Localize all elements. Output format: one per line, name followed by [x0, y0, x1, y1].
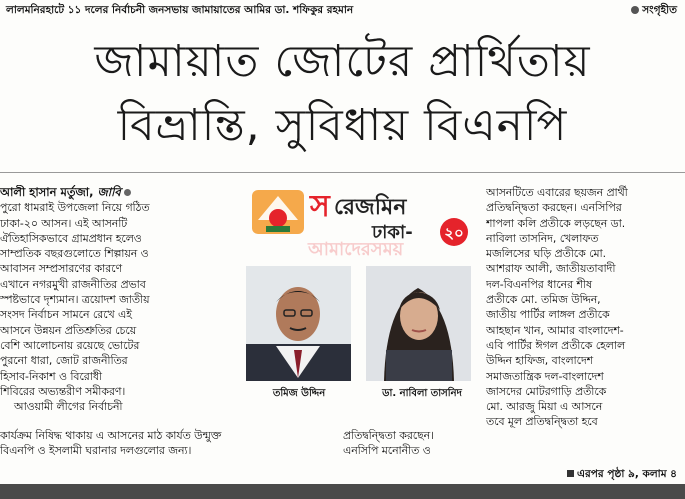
logo-brand-part1: স: [310, 189, 330, 224]
middle-bottom-text: [343, 428, 483, 459]
text-line: নাবিলা তাসনিদ, খেলাফত: [486, 231, 599, 245]
text-line: হিসাব-নিকাশ ও বিরোধী: [0, 369, 102, 383]
continuation-note: [567, 467, 677, 484]
text-line: প্রতিদ্বন্দ্বিতা করছেন।: [343, 429, 434, 442]
photo-tamij-uddin: [246, 266, 351, 381]
logo-brand-part2: রেজমিন: [334, 195, 407, 220]
text-line: আহছান খান, আমার বাংলাদেশ-: [486, 323, 624, 337]
text-line: জাসদের মোটরগাড়ি প্রতীকে: [486, 384, 607, 398]
photo-credit: [631, 3, 677, 20]
logo-graphic: [248, 180, 478, 260]
portrait-man: [246, 266, 351, 381]
portrait-woman: [366, 266, 471, 381]
byline-name: আলী হাসান মর্তুজা,: [0, 185, 94, 199]
headline-line-2: বিভ্রান্তি, সুবিধায় বিএনপি: [117, 100, 568, 151]
text-line: শিবিরের অভ্যন্তরীণ সমীকরণ।: [0, 384, 126, 398]
text-line: সাম্প্রতিক বছরগুলোতে শিল্পায়ন ও: [0, 247, 149, 261]
byline-source: জাবি: [97, 185, 121, 199]
photo-nabila-tasnid: [366, 266, 471, 381]
square-bullet-icon: [567, 470, 574, 477]
bullet-icon: [124, 189, 131, 196]
text-line: আওয়ামী লীগের নির্বাচনী: [14, 400, 123, 414]
right-column: [486, 185, 678, 430]
divider: [0, 172, 685, 173]
text-line: দল-বিএনপির ধানের শীষ: [486, 277, 592, 291]
text-line: পুরো ধামরাই উপজেলা নিয়ে গঠিত: [0, 201, 150, 215]
text-line: এখানে নগরমুখী রাজনীতির প্রভাব: [0, 277, 146, 291]
continuation-text: এরপর পৃষ্ঠা ৯, কলাম ৪: [577, 468, 677, 480]
text-line: আসনে উন্নয়ন প্রতিশ্রুতির চেয়ে: [0, 323, 137, 337]
text-line: এবি পার্টির ঈগল প্রতীকে হেলাল: [486, 338, 625, 352]
text-line: তবে মূল প্রতিদ্বন্দ্বিতা হবে: [486, 415, 598, 429]
text-line: শাপলা কলি প্রতীকে লড়ছেন ডা.: [486, 216, 626, 230]
text-line: আশরাফ আলী, জাতীয়তাবাদী: [486, 262, 616, 276]
logo-sub: ঢাকা-: [372, 222, 413, 243]
text-line: এনসিপি মনোনীত ও: [343, 444, 431, 458]
text-line: উদ্দিন হাফিজ, বাংলাদেশ: [486, 354, 594, 368]
text-line: সংসদ নির্বাচন সামনে রেখে এই: [0, 308, 132, 322]
text-line: আবাসন সম্প্রসারণের কারণে: [0, 262, 123, 276]
watermark-text: আমাদেরসময়: [308, 239, 404, 260]
caption-photo-1: তমিজ উদ্দিন: [272, 388, 326, 399]
footer-bar: [0, 484, 685, 499]
text-line: প্রতিদ্বন্দ্বিতা করছেন। এনসিপির: [486, 201, 622, 215]
left-bottom-text: [0, 428, 340, 459]
photo-credit-text: সংগৃহীত: [642, 4, 677, 16]
caption-photo-2: ডা. নাবিলা তাসনিদ: [382, 388, 462, 399]
headline-line-1: জামায়াত জোটের প্রার্থিতায়: [94, 36, 591, 87]
text-line: ঢাকা-২০ আসন। এই আসনটি: [0, 216, 128, 230]
text-line: পুরনো ধারা, জোট রাজনীতির: [0, 354, 128, 368]
text-line: মো. আরজু মিয়া এ আসনে: [486, 400, 603, 414]
top-strip: [0, 0, 685, 20]
text-line: সমাজতান্ত্রিক দল-বাংলাদেশ: [486, 369, 604, 383]
text-line: কার্যক্রম নিষিদ্ধ থাকায় এ আসনের মাঠ কার্যত উন্মুক্ত: [0, 429, 222, 442]
photo-caption-kicker: লালমনিরহাটে ১১ দলের নির্বাচনী জনসভায় জামায়াতের আমির ডা. শফিকুর রহমান: [6, 4, 354, 16]
text-line: মজলিসের ঘড়ি প্রতীকে মো.: [486, 247, 607, 261]
text-line: ঐতিহাসিকভাবে গ্রামপ্রধান হলেও: [0, 231, 142, 245]
sorejomin-logo: [248, 180, 478, 260]
text-line: প্রতীকে মো. তমিজ উদ্দিন,: [486, 293, 601, 307]
text-line: বেশি আলোচনায় রয়েছে ভোটের: [0, 338, 140, 352]
bullet-icon: [631, 6, 639, 14]
text-line: আসনটিতে এবারের ছয়জন প্রার্থী: [486, 186, 628, 199]
text-line: স্পষ্টভাবে দৃশ্যমান। ত্রয়োদশ জাতীয়: [0, 293, 150, 307]
text-line: জাতীয় পার্টির লাঙ্গল প্রতীকে: [486, 308, 610, 322]
byline: [0, 185, 240, 200]
left-column: [0, 185, 240, 414]
text-line: বিএনপি ও ইসলামী ঘরানার দলগুলোর জন্য।: [0, 444, 192, 458]
logo-number: ২০: [444, 224, 464, 242]
